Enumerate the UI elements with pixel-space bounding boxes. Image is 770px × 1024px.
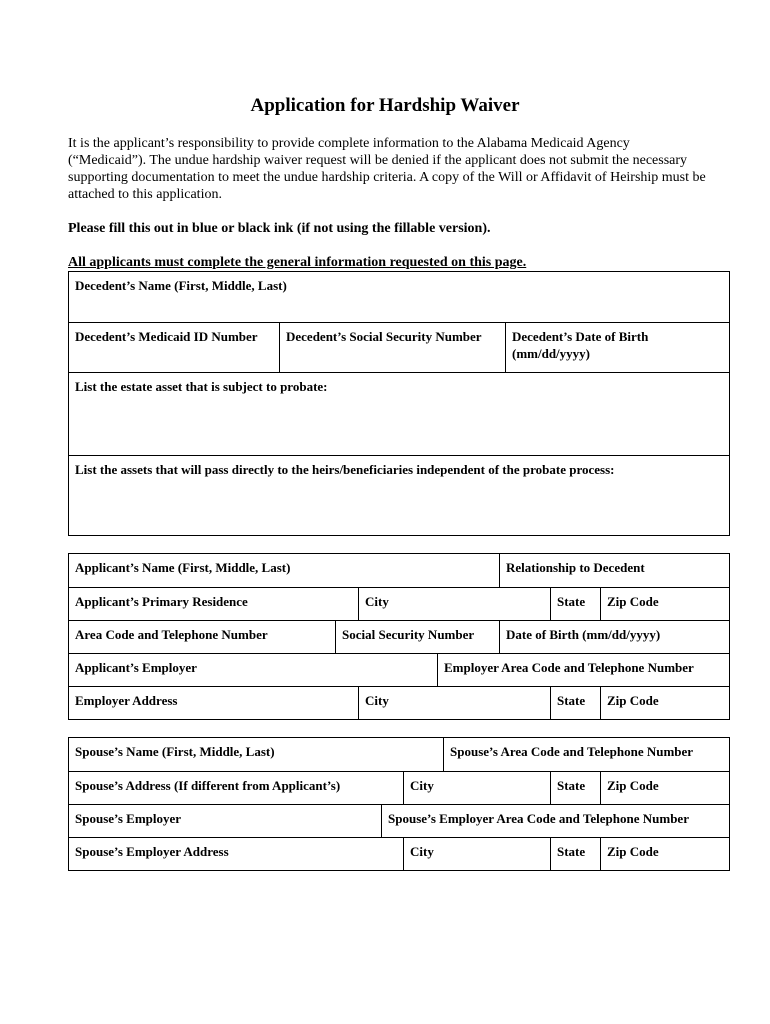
spouse-state-label: State	[557, 778, 586, 793]
applicant-employer-label: Applicant’s Employer	[75, 660, 197, 675]
general-info-text: All applicants must complete the general information requested on this page.	[68, 255, 527, 270]
estate-asset-label: List the estate asset that is subject to probate:	[75, 379, 328, 394]
heirs-assets-row	[69, 455, 729, 535]
spouse-phone-field[interactable]	[443, 738, 729, 771]
applicant-zip-label: Zip Code	[607, 594, 659, 609]
spouse-employer-address-label: Spouse’s Employer Address	[75, 844, 229, 859]
spouse-phone-label: Spouse’s Area Code and Telephone Number	[450, 744, 694, 759]
applicant-residence-row	[69, 587, 729, 620]
applicant-city-field[interactable]	[358, 588, 550, 620]
spouse-employer-address-field[interactable]	[69, 838, 403, 870]
applicant-residence-field[interactable]	[69, 588, 358, 620]
applicant-zip-field[interactable]	[600, 588, 729, 620]
spouse-employer-row	[69, 804, 729, 837]
employer-city-field[interactable]	[358, 687, 550, 719]
spouse-employer-city-field[interactable]	[403, 838, 550, 870]
spouse-city-field[interactable]	[403, 772, 550, 804]
employer-address-field[interactable]	[69, 687, 358, 719]
intro-paragraph	[68, 135, 708, 203]
spouse-employer-state-label: State	[557, 844, 586, 859]
spouse-address-field[interactable]	[69, 772, 403, 804]
applicant-city-label: City	[365, 594, 389, 609]
spouse-employer-address-row	[69, 837, 729, 870]
applicant-name-row	[69, 554, 729, 587]
applicant-name-field[interactable]	[69, 554, 499, 587]
applicant-ssn-field[interactable]	[335, 621, 499, 653]
decedent-name-label: Decedent’s Name (First, Middle, Last)	[75, 278, 287, 293]
applicant-phone-label: Area Code and Telephone Number	[75, 627, 268, 642]
spouse-employer-state-field[interactable]	[550, 838, 600, 870]
spouse-employer-zip-field[interactable]	[600, 838, 729, 870]
relationship-field[interactable]	[499, 554, 729, 587]
decedent-ids-row	[69, 322, 729, 372]
employer-address-label: Employer Address	[75, 693, 178, 708]
applicant-phone-field[interactable]	[69, 621, 335, 653]
applicant-ssn-label: Social Security Number	[342, 627, 475, 642]
spouse-employer-label: Spouse’s Employer	[75, 811, 182, 826]
intro-text: It is the applicant’s responsibility to provide complete information to the Alabama Medicaid Agency (“Medicaid”). The undue hardship waiver request will be denied if the applicant does not submit the necessary supporting documentation to meet the undue hardship criteria. A copy of the Will or Affidavit of Heirship must be attached to this application.	[68, 136, 706, 202]
decedent-dob-format: (mm/dd/yyyy)	[512, 346, 590, 361]
general-info-instruction	[68, 255, 526, 271]
ink-instruction: Please fill this out in blue or black ink (if not using the fillable version).	[68, 221, 491, 236]
heirs-assets-label: List the assets that will pass directly to the heirs/beneficiaries independent of the probate process:	[75, 462, 615, 477]
decedent-section	[68, 271, 730, 536]
spouse-employer-phone-label: Spouse’s Employer Area Code and Telephone Number	[388, 811, 689, 826]
heirs-assets-field[interactable]	[69, 456, 729, 535]
decedent-dob-field[interactable]	[505, 323, 729, 372]
employer-zip-field[interactable]	[600, 687, 729, 719]
spouse-employer-city-label: City	[410, 844, 434, 859]
spouse-employer-zip-label: Zip Code	[607, 844, 659, 859]
applicant-state-field[interactable]	[550, 588, 600, 620]
relationship-label: Relationship to Decedent	[506, 560, 645, 575]
spouse-address-label: Spouse’s Address (If different from Applicant’s)	[75, 778, 341, 793]
applicant-section	[68, 553, 730, 720]
spouse-employer-phone-field[interactable]	[381, 805, 729, 837]
applicant-residence-label: Applicant’s Primary Residence	[75, 594, 248, 609]
employer-city-label: City	[365, 693, 389, 708]
applicant-state-label: State	[557, 594, 586, 609]
decedent-medicaid-id-label: Decedent’s Medicaid ID Number	[75, 329, 258, 344]
applicant-phone-row	[69, 620, 729, 653]
applicant-name-label: Applicant’s Name (First, Middle, Last)	[75, 560, 291, 575]
spouse-name-label: Spouse’s Name (First, Middle, Last)	[75, 744, 275, 759]
spouse-name-row	[69, 738, 729, 771]
employer-state-field[interactable]	[550, 687, 600, 719]
spouse-state-field[interactable]	[550, 772, 600, 804]
employer-address-row	[69, 686, 729, 719]
spouse-section	[68, 737, 730, 871]
employer-state-label: State	[557, 693, 586, 708]
applicant-dob-label: Date of Birth (mm/dd/yyyy)	[506, 627, 661, 642]
employer-zip-label: Zip Code	[607, 693, 659, 708]
employer-phone-label: Employer Area Code and Telephone Number	[444, 660, 694, 675]
decedent-name-field[interactable]	[69, 272, 729, 322]
estate-asset-row	[69, 372, 729, 455]
spouse-zip-label: Zip Code	[607, 778, 659, 793]
applicant-employer-field[interactable]	[69, 654, 437, 686]
decedent-medicaid-id-field[interactable]	[69, 323, 279, 372]
decedent-ssn-field[interactable]	[279, 323, 505, 372]
decedent-dob-label: Decedent’s Date of Birth	[512, 329, 649, 344]
spouse-zip-field[interactable]	[600, 772, 729, 804]
applicant-employer-row	[69, 653, 729, 686]
spouse-address-row	[69, 771, 729, 804]
decedent-ssn-label: Decedent’s Social Security Number	[286, 329, 482, 344]
page-title: Application for Hardship Waiver	[250, 95, 520, 116]
spouse-name-field[interactable]	[69, 738, 443, 771]
employer-phone-field[interactable]	[437, 654, 729, 686]
spouse-employer-field[interactable]	[69, 805, 381, 837]
decedent-name-row	[69, 272, 729, 322]
spouse-city-label: City	[410, 778, 434, 793]
estate-asset-field[interactable]	[69, 373, 729, 455]
applicant-dob-field[interactable]	[499, 621, 729, 653]
